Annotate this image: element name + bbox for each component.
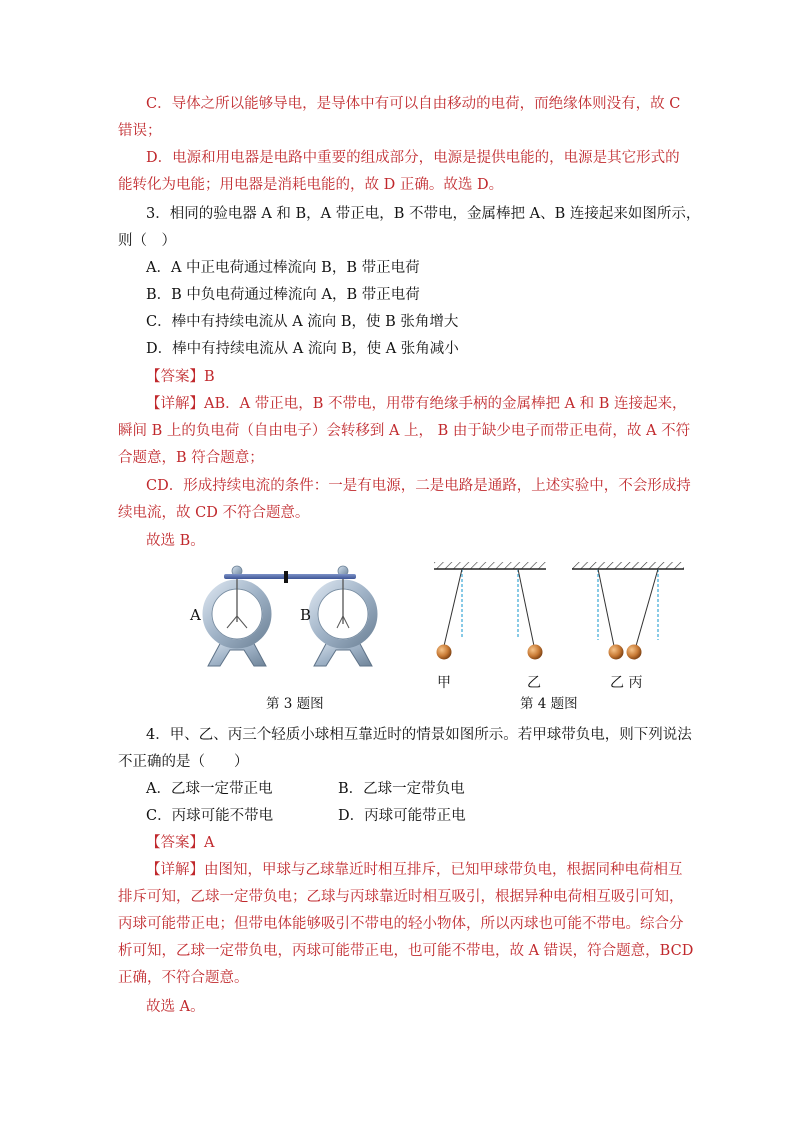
fig3-label-a: A: [190, 606, 201, 624]
support-left: [434, 562, 546, 569]
q4-detail-line3: 丙球可能带正电；但带电体能够吸引不带电的轻小物体，所以丙球也可能不带电。综合分: [118, 916, 684, 932]
q3-stem-line2: 则（ ）: [118, 233, 176, 249]
q3-option-d: D．棒中有持续电流从 A 流向 B，使 A 张角减小: [146, 341, 459, 357]
q4-stem-line2: 不正确的是（ ）: [118, 754, 249, 770]
yi-string: [518, 569, 534, 646]
electroscope-a: [207, 566, 267, 666]
fig4-label-jia: 甲: [437, 675, 451, 691]
q4-detail-line5: 正确，不符合题意。: [118, 970, 249, 986]
q3-detail-line2: 瞬间 B 上的负电荷（自由电子）会转移到 A 上， B 由于缺少电子而带正电荷，故 A 不符: [118, 423, 691, 439]
prev-option-d-line2: 能转化为电能；用电器是消耗电能的，故 D 正确。故选 D。: [118, 177, 504, 193]
fig3-label-b: B: [300, 606, 312, 624]
q4-options-row1: [118, 776, 678, 803]
q3-answer-value: B: [204, 369, 215, 385]
fig4-caption: 第 4 题图: [520, 696, 578, 712]
q4-option-d: D．丙球可能带正电: [338, 808, 466, 824]
q4-detail-line1: [118, 857, 683, 884]
metal-rod: [224, 574, 356, 579]
q4-answer-value: A: [204, 835, 215, 851]
q4-detail-tag: 【详解】: [146, 862, 204, 878]
q3-detail-line4: CD．形成持续电流的条件：一是有电源，二是电路是通路，上述实验中，不会形成持: [146, 478, 691, 494]
q4-answer: [118, 830, 678, 857]
q3-option-a: A．A 中正电荷通过棒流向 B，B 带正电荷: [146, 260, 420, 276]
q3-detail-tag: 【详解】: [146, 396, 204, 412]
ball-bing: [627, 645, 642, 660]
figure-3-electroscopes: [180, 558, 400, 678]
q4-option-a: A．乙球一定带正电: [146, 781, 273, 797]
q4-option-c: C．丙球可能不带电: [146, 808, 274, 824]
ball-jia: [437, 645, 452, 660]
q4-conclusion: 故选 A。: [146, 999, 205, 1015]
q4-option-b: B．乙球一定带负电: [338, 781, 465, 797]
q3-detail-line1: [118, 391, 687, 418]
q3-conclusion: 故选 B。: [146, 533, 205, 549]
jia-string: [444, 569, 462, 646]
prev-option-d-line1: D．电源和用电器是电路中重要的组成部分，电源是提供电能的，电源是其它形式的: [146, 150, 680, 166]
q4-detail-line2: 排斥可知，乙球一定带负电；乙球与丙球靠近时相互吸引，根据异种电荷相互吸引可知，: [118, 889, 684, 905]
q4-options-row2: [118, 803, 678, 830]
q4-detail-text1: 由图知，甲球与乙球靠近时相互排斥，已知甲球带负电，根据同种电荷相互: [204, 862, 683, 878]
ball-yi: [528, 645, 543, 660]
insulating-handle: [284, 571, 288, 583]
q3-detail-line3: 合题意，B 符合题意；: [118, 450, 264, 466]
bing-string: [636, 569, 658, 646]
fig3-caption: 第 3 题图: [266, 696, 324, 712]
yi2-string: [598, 569, 614, 646]
electroscope-b: [313, 566, 373, 666]
figure-4-hanging-balls: [430, 558, 690, 670]
q3-answer: [118, 364, 678, 391]
q3-detail-line5: 续电流，故 CD 不符合题意。: [118, 505, 310, 521]
q3-option-b: B．B 中负电荷通过棒流向 A，B 带正电荷: [146, 287, 420, 303]
prev-option-c-line1: C．导体之所以能够导电，是导体中有可以自由移动的电荷，而绝缘体则没有，故 C: [146, 96, 681, 112]
q3-option-c: C．棒中有持续电流从 A 流向 B，使 B 张角增大: [146, 314, 459, 330]
fig4-label-yi: 乙: [527, 675, 541, 691]
q4-stem-line1: 4．甲、乙、丙三个轻质小球相互靠近时的情景如图所示。若甲球带负电，则下列说法: [146, 727, 692, 743]
q3-detail-text1: AB．A 带正电，B 不带电，用带有绝缘手柄的金属棒把 A 和 B 连接起来，: [204, 396, 687, 412]
q3-answer-tag: 【答案】: [146, 369, 204, 385]
ball-yi-2: [609, 645, 624, 660]
prev-option-c-line2: 错误；: [118, 123, 162, 139]
q4-answer-tag: 【答案】: [146, 835, 204, 851]
fig4-label-yi-bing: 乙 丙: [610, 675, 643, 691]
q3-stem-line1: 3．相同的验电器 A 和 B，A 带正电，B 不带电，金属棒把 A、B 连接起来如图所示，: [146, 206, 701, 222]
support-right: [572, 562, 684, 569]
q4-detail-line4: 析可知，乙球一定带负电，丙球可能带正电，也可能不带电，故 A 错误，符合题意，BCD: [118, 943, 694, 959]
